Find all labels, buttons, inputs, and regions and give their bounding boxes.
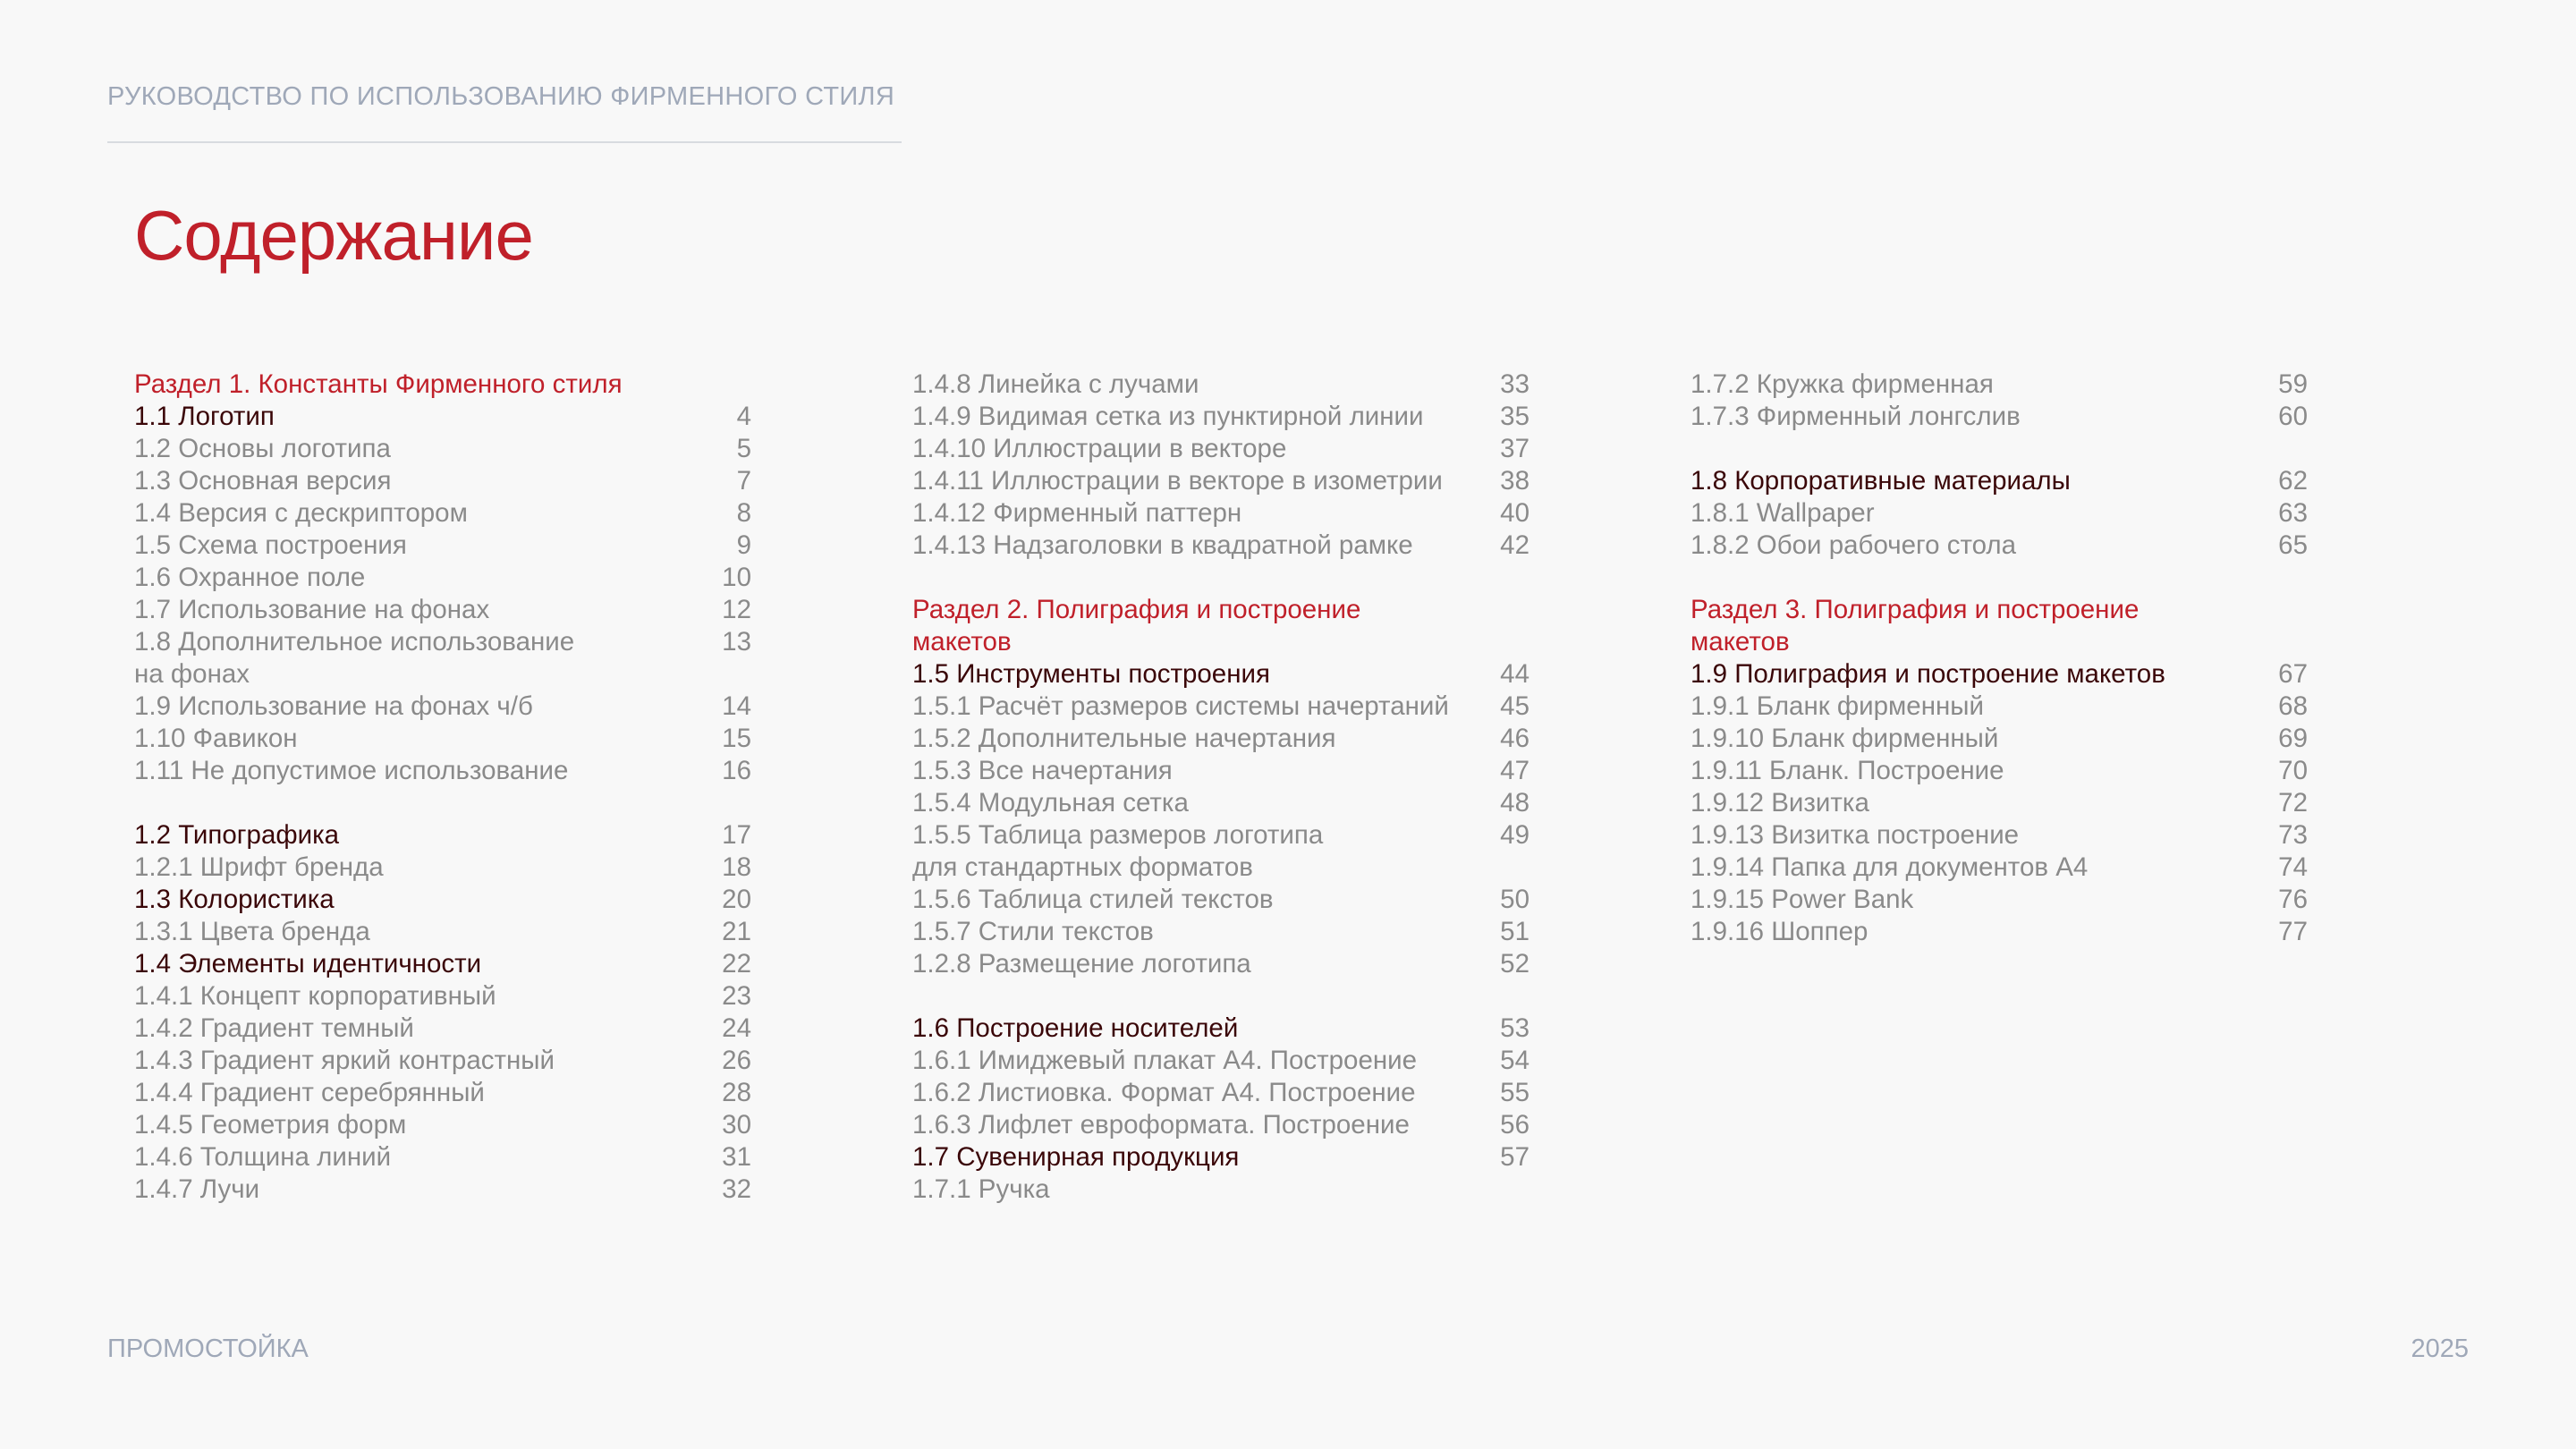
toc-entry-page-number: 5	[736, 434, 751, 463]
toc-major-entry[interactable]	[912, 1141, 1530, 1174]
toc-entry[interactable]	[134, 594, 751, 626]
toc-entry-label: 1.2 Типографика	[134, 820, 340, 850]
toc-entry[interactable]	[134, 626, 751, 691]
toc-entry-label: 1.4 Элементы идентичности	[134, 949, 482, 979]
toc-entry-label: 1.5 Схема построения	[134, 530, 407, 560]
toc-entry-page-number: 22	[722, 949, 751, 979]
toc-entry-page-number: 57	[1500, 1142, 1530, 1172]
header-divider	[107, 141, 902, 143]
toc-entry-page-number: 32	[722, 1174, 751, 1204]
toc-entry[interactable]	[912, 948, 1530, 980]
toc-entry-page-number: 48	[1500, 788, 1530, 818]
toc-entry[interactable]	[1690, 755, 2308, 787]
toc-entry-page-number: 12	[722, 595, 751, 624]
toc-entry-page-number: 55	[1500, 1078, 1530, 1107]
toc-entry[interactable]	[912, 1109, 1530, 1141]
toc-entry[interactable]	[912, 1077, 1530, 1109]
toc-entry-label: Раздел 2. Полиграфия и построение макетов	[912, 595, 1361, 657]
toc-entry[interactable]	[134, 1045, 751, 1077]
toc-entry-page-number: 42	[1500, 530, 1530, 560]
toc-entry[interactable]	[134, 691, 751, 723]
toc-major-entry[interactable]	[134, 819, 751, 852]
toc-entry-page-number: 62	[2278, 466, 2308, 496]
toc-entry-label: 1.5.3 Все начертания	[912, 756, 1173, 785]
toc-entry-page-number: 17	[722, 820, 751, 850]
toc-entry[interactable]	[1690, 530, 2308, 562]
toc-entry-label: 1.9.14 Папка для документов А4	[1690, 852, 2089, 882]
toc-entry-page-number: 65	[2278, 530, 2308, 560]
toc-entry[interactable]	[1690, 787, 2308, 819]
toc-entry-page-number: 15	[722, 724, 751, 753]
toc-entry-page-number: 76	[2278, 885, 2308, 914]
toc-entry-label: 1.4.2 Градиент темный	[134, 1013, 414, 1043]
toc-entry-label: 1.9 Полиграфия и построение макетов	[1690, 659, 2165, 689]
toc-entry-label: 1.9.11 Бланк. Построение	[1690, 756, 2004, 785]
toc-entry-page-number: 40	[1500, 498, 1530, 528]
toc-entry[interactable]	[912, 884, 1530, 916]
toc-entry[interactable]	[134, 755, 751, 787]
toc-entry[interactable]	[912, 1174, 1530, 1206]
toc-entry-label: 1.3.1 Цвета бренда	[134, 917, 370, 946]
toc-entry-page-number: 50	[1500, 885, 1530, 914]
toc-entry[interactable]	[134, 852, 751, 884]
toc-entry-page-number: 77	[2278, 917, 2308, 946]
footer-brand: ПРОМОСТОЙКА	[107, 1335, 309, 1363]
toc-entry-label: 1.7 Сувенирная продукция	[912, 1142, 1240, 1172]
toc-entry[interactable]	[1690, 916, 2308, 948]
toc-entry[interactable]	[912, 755, 1530, 787]
toc-entry-label: 1.4.5 Геометрия форм	[134, 1110, 407, 1140]
toc-entry[interactable]	[912, 530, 1530, 562]
toc-entry-page-number: 16	[722, 756, 751, 785]
toc-entry-page-number: 14	[722, 691, 751, 721]
toc-entry[interactable]	[134, 1141, 751, 1174]
toc-entry-page-number: 33	[1500, 369, 1530, 399]
toc-column-2	[912, 369, 1530, 1206]
toc-entry-label: 1.4.3 Градиент яркий контрастный	[134, 1046, 555, 1075]
toc-major-entry[interactable]	[134, 948, 751, 980]
toc-entry-label: 1.4 Версия с дескриптором	[134, 498, 468, 528]
toc-entry-label: Раздел 3. Полиграфия и построение макетов	[1690, 595, 2140, 657]
toc-entry-page-number: 20	[722, 885, 751, 914]
document-header: РУКОВОДСТВО ПО ИСПОЛЬЗОВАНИЮ ФИРМЕННОГО СТИЛЯ	[107, 82, 895, 111]
toc-entry-label: 1.8.2 Обои рабочего стола	[1690, 530, 2016, 560]
toc-entry[interactable]	[912, 497, 1530, 530]
toc-entry-label: 1.6.1 Имиджевый плакат А4. Построение	[912, 1046, 1418, 1075]
toc-entry-label: 1.4.1 Концепт корпоративный	[134, 981, 496, 1011]
toc-entry-page-number: 53	[1500, 1013, 1530, 1043]
toc-major-entry[interactable]	[134, 401, 751, 433]
toc-entry-page-number: 38	[1500, 466, 1530, 496]
toc-entry-page-number: 67	[2278, 659, 2308, 689]
toc-entry-label: 1.4.12 Фирменный паттерн	[912, 498, 1242, 528]
toc-entry-page-number: 73	[2278, 820, 2308, 850]
toc-entry[interactable]	[1690, 369, 2308, 401]
toc-entry-page-number: 35	[1500, 402, 1530, 431]
toc-entry[interactable]	[1690, 819, 2308, 852]
toc-spacer	[912, 980, 1530, 1013]
toc-entry-label: 1.7.3 Фирменный лонгслив	[1690, 402, 2021, 431]
toc-entry-page-number: 21	[722, 917, 751, 946]
toc-entry[interactable]	[134, 916, 751, 948]
toc-major-entry[interactable]	[912, 1013, 1530, 1045]
toc-entry-page-number: 7	[736, 466, 751, 496]
toc-major-entry[interactable]	[1690, 465, 2308, 497]
toc-entry-page-number: 72	[2278, 788, 2308, 818]
toc-entry[interactable]	[1690, 691, 2308, 723]
toc-entry-label: 1.4.13 Надзаголовки в квадратной рамке	[912, 530, 1413, 560]
toc-entry-label: 1.2.1 Шрифт бренда	[134, 852, 384, 882]
toc-spacer	[912, 562, 1530, 594]
toc-entry-page-number: 28	[722, 1078, 751, 1107]
toc-entry[interactable]	[134, 465, 751, 497]
toc-entry[interactable]	[912, 465, 1530, 497]
toc-entry-label: 1.9.16 Шоппер	[1690, 917, 1868, 946]
toc-entry-label: 1.8.1 Wallpaper	[1690, 498, 1875, 528]
toc-entry-page-number: 47	[1500, 756, 1530, 785]
toc-entry-page-number: 74	[2278, 852, 2308, 882]
footer-year: 2025	[2411, 1335, 2469, 1363]
toc-entry-page-number: 51	[1500, 917, 1530, 946]
toc-entry-label: 1.4.6 Толщина линий	[134, 1142, 392, 1172]
toc-entry[interactable]	[912, 819, 1530, 884]
toc-entry-label: 1.8 Корпоративные материалы	[1690, 466, 2071, 496]
toc-entry-label: 1.9.12 Визитка	[1690, 788, 1869, 818]
toc-entry-label: 1.3 Колористика	[134, 885, 335, 914]
toc-entry[interactable]	[134, 433, 751, 465]
toc-entry-label: 1.10 Фавикон	[134, 724, 298, 753]
toc-major-entry[interactable]	[912, 658, 1530, 691]
toc-entry-label: 1.2.8 Размещение логотипа	[912, 949, 1251, 979]
toc-entry-label: 1.4.7 Лучи	[134, 1174, 260, 1204]
toc-entry[interactable]	[912, 787, 1530, 819]
toc-entry-label: Раздел 1. Константы Фирменного стиля	[134, 369, 623, 399]
toc-entry-label: 1.2 Основы логотипа	[134, 434, 391, 463]
toc-spacer	[134, 787, 751, 819]
page-title: Содержание	[134, 196, 533, 275]
toc-entry-page-number: 26	[722, 1046, 751, 1075]
toc-entry[interactable]	[1690, 852, 2308, 884]
toc-entry-page-number: 13	[722, 627, 751, 657]
toc-spacer	[1690, 562, 2308, 594]
toc-entry-label: 1.4.10 Иллюстрации в векторе	[912, 434, 1287, 463]
toc-entry-label: 1.9.15 Power Bank	[1690, 885, 1914, 914]
toc-entry[interactable]	[134, 1109, 751, 1141]
toc-entry[interactable]	[134, 497, 751, 530]
toc-entry[interactable]	[912, 723, 1530, 755]
toc-entry-label: 1.4.8 Линейка с лучами	[912, 369, 1199, 399]
toc-entry[interactable]	[134, 723, 751, 755]
toc-entry-label: 1.6 Построение носителей	[912, 1013, 1239, 1043]
toc-entry-page-number: 49	[1500, 820, 1530, 850]
toc-entry[interactable]	[134, 562, 751, 594]
toc-entry-page-number: 54	[1500, 1046, 1530, 1075]
toc-entry-label: 1.6.3 Лифлет евроформата. Построение	[912, 1110, 1410, 1140]
toc-section-heading[interactable]	[912, 594, 1530, 658]
toc-entry-label: 1.5.4 Модульная сетка	[912, 788, 1189, 818]
toc-entry-label: 1.6 Охранное поле	[134, 563, 366, 592]
toc-entry-label: 1.5.1 Расчёт размеров системы начертаний	[912, 691, 1449, 721]
toc-section-heading[interactable]	[1690, 594, 2308, 658]
toc-entry-page-number: 24	[722, 1013, 751, 1043]
toc-entry[interactable]	[912, 433, 1530, 465]
toc-major-entry[interactable]	[134, 884, 751, 916]
toc-entry-page-number: 59	[2278, 369, 2308, 399]
toc-entry-page-number: 8	[736, 498, 751, 528]
toc-entry-page-number: 30	[722, 1110, 751, 1140]
toc-entry-page-number: 60	[2278, 402, 2308, 431]
toc-entry-page-number: 70	[2278, 756, 2308, 785]
toc-entry-page-number: 10	[722, 563, 751, 592]
toc-entry-label: 1.5.7 Стили текстов	[912, 917, 1154, 946]
toc-entry-page-number: 68	[2278, 691, 2308, 721]
toc-entry-label: 1.5.2 Дополнительные начертания	[912, 724, 1336, 753]
toc-entry-page-number: 18	[722, 852, 751, 882]
toc-entry-page-number: 4	[736, 402, 751, 431]
toc-entry[interactable]	[912, 369, 1530, 401]
toc-column-3	[1690, 369, 2308, 948]
toc-entry[interactable]	[134, 530, 751, 562]
toc-entry[interactable]	[912, 691, 1530, 723]
toc-entry-page-number: 31	[722, 1142, 751, 1172]
toc-entry-label: 1.3 Основная версия	[134, 466, 392, 496]
toc-entry-label: 1.9.13 Визитка построение	[1690, 820, 2020, 850]
toc-entry-label: 1.7.1 Ручка	[912, 1174, 1050, 1204]
toc-entry-label: 1.1 Логотип	[134, 402, 275, 431]
toc-entry-page-number: 56	[1500, 1110, 1530, 1140]
toc-entry-page-number: 69	[2278, 724, 2308, 753]
toc-entry[interactable]	[134, 1077, 751, 1109]
toc-entry-label: 1.5 Инструменты построения	[912, 659, 1270, 689]
toc-entry-page-number: 63	[2278, 498, 2308, 528]
toc-entry[interactable]	[134, 1013, 751, 1045]
toc-entry-label: 1.5.6 Таблица стилей текстов	[912, 885, 1274, 914]
toc-entry[interactable]	[1690, 497, 2308, 530]
toc-entry[interactable]	[1690, 723, 2308, 755]
toc-entry-label: 1.9 Использование на фонах ч/б	[134, 691, 533, 721]
toc-entry[interactable]	[912, 401, 1530, 433]
toc-entry-page-number: 23	[722, 981, 751, 1011]
toc-entry[interactable]	[134, 1174, 751, 1206]
toc-entry-page-number: 37	[1500, 434, 1530, 463]
toc-entry[interactable]	[134, 980, 751, 1013]
toc-entry[interactable]	[912, 916, 1530, 948]
toc-entry-label: 1.4.4 Градиент серебрянный	[134, 1078, 485, 1107]
toc-spacer	[1690, 433, 2308, 465]
toc-entry[interactable]	[912, 1045, 1530, 1077]
toc-entry-label: 1.4.9 Видимая сетка из пунктирной линии	[912, 402, 1424, 431]
toc-entry-label: 1.7 Использование на фонах	[134, 595, 490, 624]
toc-entry-label: 1.9.10 Бланк фирменный	[1690, 724, 1999, 753]
toc-entry-page-number: 46	[1500, 724, 1530, 753]
toc-entry-label: 1.7.2 Кружка фирменная	[1690, 369, 1994, 399]
toc-entry-label: 1.9.1 Бланк фирменный	[1690, 691, 1984, 721]
toc-entry-page-number: 45	[1500, 691, 1530, 721]
toc-entry-label: 1.4.11 Иллюстрации в векторе в изометрии	[912, 466, 1443, 496]
toc-entry-label: 1.11 Не допустимое использование	[134, 756, 569, 785]
toc-entry-page-number: 44	[1500, 659, 1530, 689]
toc-entry-label: 1.8 Дополнительное использование на фонах	[134, 627, 575, 689]
toc-entry[interactable]	[1690, 401, 2308, 433]
toc-major-entry[interactable]	[1690, 658, 2308, 691]
toc-entry-label: 1.6.2 Листиовка. Формат А4. Построение	[912, 1078, 1416, 1107]
toc-section-heading[interactable]	[134, 369, 751, 401]
toc-column-1	[134, 369, 751, 1206]
toc-entry-label: 1.5.5 Таблица размеров логотипа для стандартных форматов	[912, 820, 1324, 882]
toc-entry-page-number: 52	[1500, 949, 1530, 979]
toc-entry-page-number: 9	[736, 530, 751, 560]
toc-entry[interactable]	[1690, 884, 2308, 916]
